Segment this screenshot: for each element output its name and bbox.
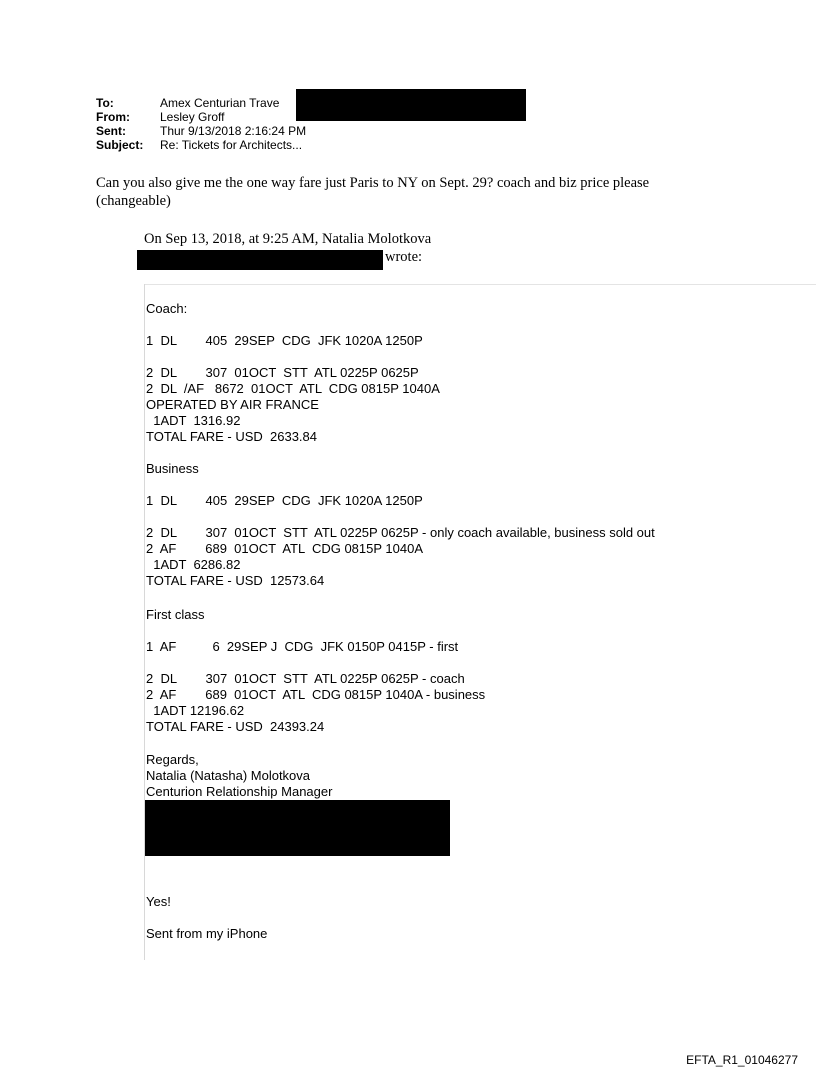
signature-line: Regards, (146, 752, 199, 767)
itinerary-line: 2 DL 307 01OCT STT ATL 0225P 0625P - only coach available, business sold out (146, 525, 655, 540)
itinerary-line: 1 AF 6 29SEP J CDG JFK 0150P 0415P - first (146, 639, 459, 654)
sent-from-line: Sent from my iPhone (146, 926, 268, 941)
fare-line: 1ADT 12196.62 (146, 703, 245, 718)
fare-line: 1ADT 1316.92 (146, 413, 241, 428)
coach-heading: Coach: (146, 301, 188, 316)
from-value: Lesley Groff (160, 110, 225, 124)
redaction-box (145, 800, 450, 856)
first-class-heading: First class (146, 607, 205, 622)
itinerary-line: 2 AF 689 01OCT ATL CDG 0815P 1040A (146, 541, 424, 556)
itinerary-line: 1 DL 405 29SEP CDG JFK 1020A 1250P (146, 493, 423, 508)
sent-label: Sent: (96, 124, 126, 138)
redaction-box (137, 250, 383, 270)
signature-name: Natalia (Natasha) Molotkova (146, 768, 311, 783)
quote-intro-line-2: wrote: (385, 249, 423, 265)
to-value: Amex Centurian Trave (160, 96, 280, 110)
business-heading: Business (146, 461, 199, 476)
itinerary-line: 2 DL 307 01OCT STT ATL 0225P 0625P (146, 365, 419, 380)
email-body-line-2: (changeable) (96, 193, 171, 209)
total-fare-line: TOTAL FARE - USD 2633.84 (146, 429, 317, 444)
itinerary-line: OPERATED BY AIR FRANCE (146, 397, 319, 412)
subject-value: Re: Tickets for Architects... (160, 138, 303, 152)
to-label: To: (96, 96, 114, 110)
itinerary-line: 1 DL 405 29SEP CDG JFK 1020A 1250P (146, 333, 423, 348)
itinerary-line: 2 AF 689 01OCT ATL CDG 0815P 1040A - business (146, 687, 486, 702)
total-fare-line: TOTAL FARE - USD 12573.64 (146, 573, 325, 588)
itinerary-line: 2 DL /AF 8672 01OCT ATL CDG 0815P 1040A (146, 381, 440, 396)
email-body-line-1: Can you also give me the one way fare just Paris to NY on Sept. 29? coach and biz price please (96, 175, 650, 191)
subject-label: Subject: (96, 138, 144, 152)
redaction-box (296, 89, 526, 121)
itinerary-line: 2 DL 307 01OCT STT ATL 0225P 0625P - coach (146, 671, 465, 686)
quote-top-border (144, 284, 816, 285)
quote-left-border (144, 284, 145, 960)
total-fare-line: TOTAL FARE - USD 24393.24 (146, 719, 325, 734)
sent-value: Thur 9/13/2018 2:16:24 PM (160, 124, 307, 138)
from-label: From: (96, 110, 130, 124)
reply-text: Yes! (146, 894, 171, 909)
document-id: EFTA_R1_01046277 (686, 1053, 798, 1067)
signature-title: Centurion Relationship Manager (146, 784, 333, 799)
fare-line: 1ADT 6286.82 (146, 557, 241, 572)
quote-intro-line-1: On Sep 13, 2018, at 9:25 AM, Natalia Molotkova (144, 231, 432, 247)
